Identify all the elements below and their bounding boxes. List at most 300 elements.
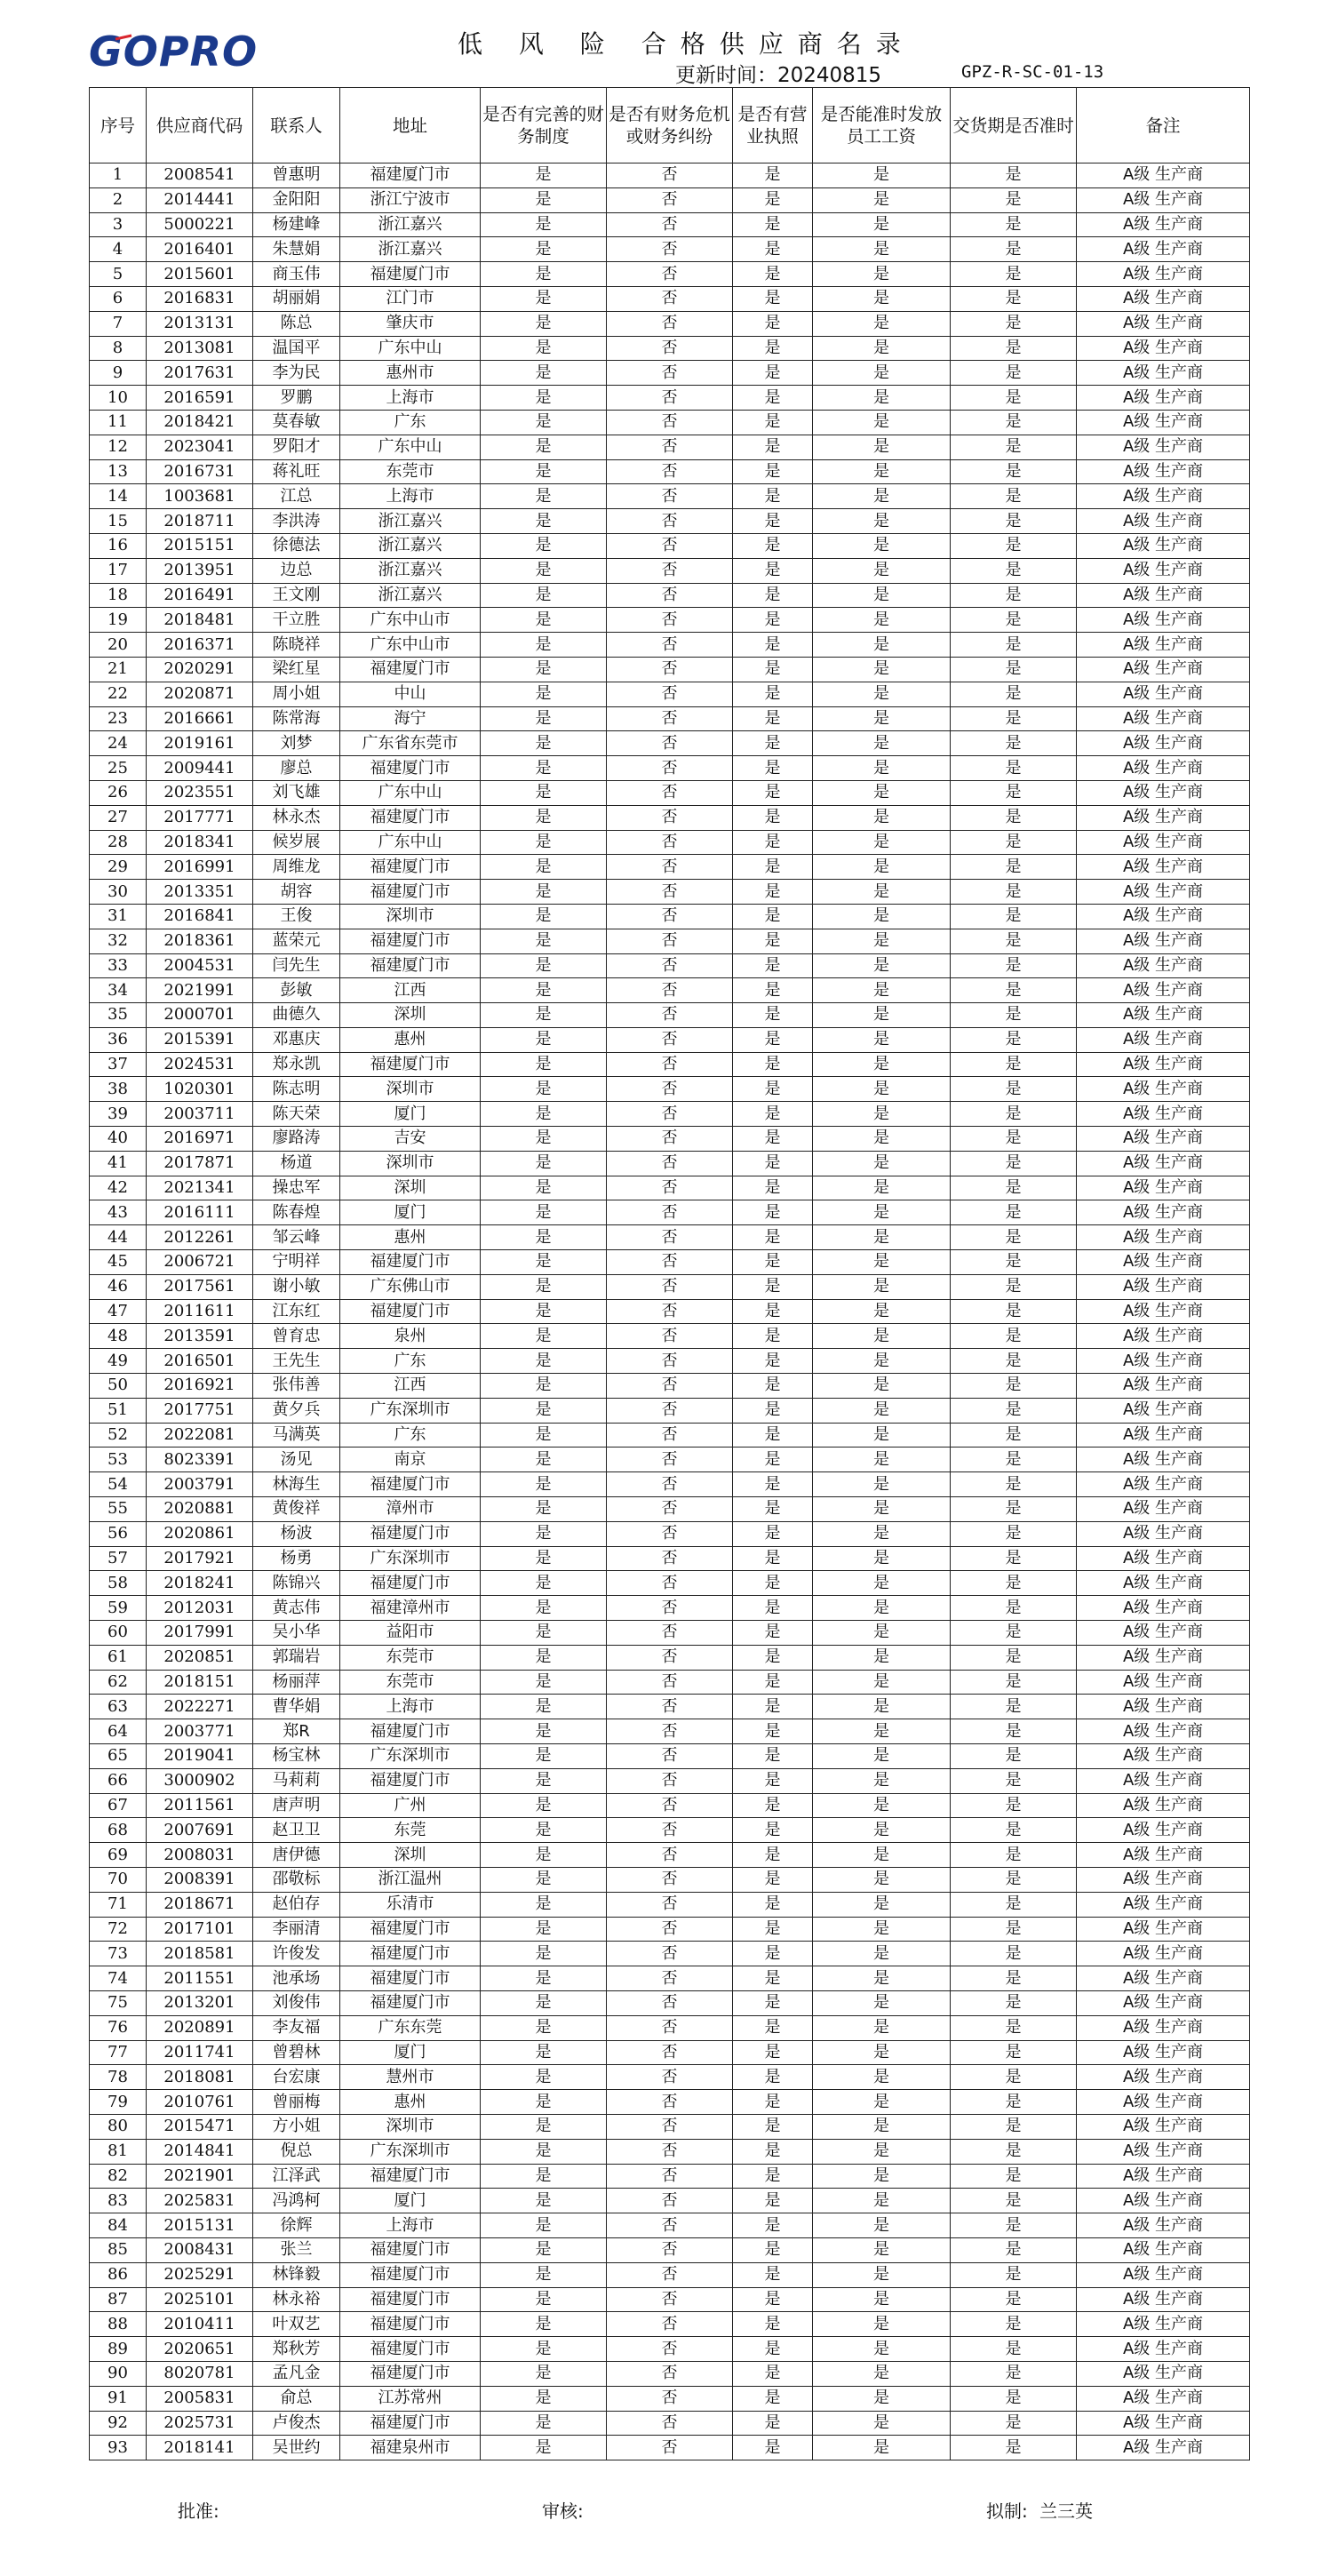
- table-row: [90, 855, 1250, 880]
- cell-supplier-code: 2017751: [147, 1398, 253, 1423]
- cell-contact: 吴世约: [253, 2436, 340, 2460]
- cell-remarks: A级 生产商: [1077, 756, 1250, 781]
- cell-contact: 邹云峰: [253, 1225, 340, 1250]
- cell-finance-system: 是: [481, 2090, 607, 2115]
- cell-pay-wages: 是: [813, 1917, 951, 1942]
- table-row: [90, 1151, 1250, 1176]
- table-row: [90, 880, 1250, 905]
- table-row: [90, 608, 1250, 633]
- cell-delivery-on-time: 是: [951, 731, 1077, 756]
- cell-index: 83: [90, 2189, 147, 2213]
- cell-delivery-on-time: 是: [951, 1942, 1077, 1966]
- col-header-business-license: 是否有营业执照: [733, 88, 813, 163]
- cell-finance-crisis: 否: [607, 1349, 733, 1374]
- cell-delivery-on-time: 是: [951, 484, 1077, 509]
- cell-index: 81: [90, 2139, 147, 2164]
- cell-business-license: 是: [733, 1250, 813, 1275]
- table-row: [90, 1003, 1250, 1028]
- draft-label: 拟制:: [986, 2500, 1028, 2522]
- cell-index: 80: [90, 2114, 147, 2139]
- cell-business-license: 是: [733, 2312, 813, 2337]
- cell-finance-crisis: 否: [607, 1768, 733, 1793]
- cell-supplier-code: 2008541: [147, 163, 253, 188]
- cell-finance-crisis: 否: [607, 1892, 733, 1917]
- cell-pay-wages: 是: [813, 2114, 951, 2139]
- table-row: [90, 187, 1250, 212]
- cell-finance-crisis: 否: [607, 2262, 733, 2287]
- cell-contact: 台宏康: [253, 2065, 340, 2090]
- cell-finance-system: 是: [481, 2262, 607, 2287]
- table-row: [90, 706, 1250, 731]
- cell-contact: 金阳阳: [253, 187, 340, 212]
- cell-supplier-code: 8020781: [147, 2361, 253, 2386]
- cell-finance-system: 是: [481, 904, 607, 929]
- cell-delivery-on-time: 是: [951, 1621, 1077, 1646]
- cell-delivery-on-time: 是: [951, 2411, 1077, 2436]
- cell-address: 福建厦门市: [340, 1571, 481, 1596]
- cell-business-license: 是: [733, 706, 813, 731]
- cell-index: 40: [90, 1127, 147, 1152]
- cell-finance-crisis: 否: [607, 1324, 733, 1349]
- cell-delivery-on-time: 是: [951, 1670, 1077, 1695]
- cell-address: 深圳市: [340, 1077, 481, 1102]
- cell-address: 福建厦门市: [340, 2411, 481, 2436]
- cell-pay-wages: 是: [813, 2337, 951, 2362]
- cell-business-license: 是: [733, 262, 813, 287]
- cell-index: 29: [90, 855, 147, 880]
- cell-remarks: A级 生产商: [1077, 361, 1250, 386]
- cell-finance-system: 是: [481, 1843, 607, 1868]
- cell-pay-wages: 是: [813, 1621, 951, 1646]
- cell-finance-crisis: 否: [607, 533, 733, 558]
- cell-finance-crisis: 否: [607, 1695, 733, 1719]
- cell-address: 福建厦门市: [340, 880, 481, 905]
- cell-business-license: 是: [733, 509, 813, 534]
- cell-supplier-code: 2016401: [147, 237, 253, 262]
- cell-index: 90: [90, 2361, 147, 2386]
- cell-address: 广州: [340, 1793, 481, 1818]
- cell-supplier-code: 1020301: [147, 1077, 253, 1102]
- svg-text:GOPRO: GOPRO: [89, 28, 259, 76]
- cell-supplier-code: 2005831: [147, 2386, 253, 2411]
- cell-index: 12: [90, 435, 147, 459]
- cell-finance-crisis: 否: [607, 1027, 733, 1052]
- cell-contact: 周维龙: [253, 855, 340, 880]
- cell-remarks: A级 生产商: [1077, 1596, 1250, 1621]
- cell-delivery-on-time: 是: [951, 1250, 1077, 1275]
- cell-supplier-code: 2017631: [147, 361, 253, 386]
- cell-delivery-on-time: 是: [951, 2164, 1077, 2189]
- cell-finance-crisis: 否: [607, 361, 733, 386]
- cell-finance-system: 是: [481, 978, 607, 1003]
- cell-contact: 杨波: [253, 1521, 340, 1546]
- cell-finance-system: 是: [481, 558, 607, 583]
- cell-address: 惠州: [340, 1027, 481, 1052]
- cell-delivery-on-time: 是: [951, 657, 1077, 682]
- cell-delivery-on-time: 是: [951, 1003, 1077, 1028]
- cell-business-license: 是: [733, 1349, 813, 1374]
- cell-contact: 陈春煌: [253, 1200, 340, 1225]
- cell-contact: 王俊: [253, 904, 340, 929]
- cell-index: 76: [90, 2015, 147, 2040]
- table-row: [90, 1867, 1250, 1892]
- cell-delivery-on-time: 是: [951, 1027, 1077, 1052]
- cell-index: 47: [90, 1299, 147, 1324]
- cell-finance-system: 是: [481, 1497, 607, 1522]
- cell-index: 61: [90, 1645, 147, 1670]
- cell-delivery-on-time: 是: [951, 2189, 1077, 2213]
- cell-pay-wages: 是: [813, 1102, 951, 1127]
- cell-finance-crisis: 否: [607, 978, 733, 1003]
- cell-index: 49: [90, 1349, 147, 1374]
- cell-address: 东莞市: [340, 459, 481, 484]
- cell-delivery-on-time: 是: [951, 1077, 1077, 1102]
- cell-finance-crisis: 否: [607, 1596, 733, 1621]
- cell-remarks: A级 生产商: [1077, 1374, 1250, 1399]
- cell-supplier-code: 2016991: [147, 855, 253, 880]
- cell-finance-crisis: 否: [607, 484, 733, 509]
- cell-contact: 曾育忠: [253, 1324, 340, 1349]
- cell-contact: 杨建峰: [253, 212, 340, 237]
- table-row: [90, 336, 1250, 361]
- table-row: [90, 1225, 1250, 1250]
- cell-address: 东莞市: [340, 1670, 481, 1695]
- cell-supplier-code: 2020861: [147, 1521, 253, 1546]
- cell-finance-system: 是: [481, 2213, 607, 2238]
- table-row: [90, 633, 1250, 658]
- cell-finance-crisis: 否: [607, 1719, 733, 1744]
- table-row: [90, 361, 1250, 386]
- table-row: [90, 1917, 1250, 1942]
- cell-contact: 闫先生: [253, 953, 340, 978]
- cell-contact: 倪总: [253, 2139, 340, 2164]
- cell-address: 江苏常州: [340, 2386, 481, 2411]
- table-row: [90, 2139, 1250, 2164]
- cell-finance-crisis: 否: [607, 2436, 733, 2460]
- cell-delivery-on-time: 是: [951, 262, 1077, 287]
- cell-address: 福建厦门市: [340, 1942, 481, 1966]
- cell-finance-system: 是: [481, 1571, 607, 1596]
- cell-delivery-on-time: 是: [951, 2337, 1077, 2362]
- cell-contact: 江东红: [253, 1299, 340, 1324]
- cell-index: 70: [90, 1867, 147, 1892]
- cell-delivery-on-time: 是: [951, 1151, 1077, 1176]
- cell-pay-wages: 是: [813, 386, 951, 411]
- cell-remarks: A级 生产商: [1077, 904, 1250, 929]
- cell-finance-crisis: 否: [607, 1448, 733, 1472]
- cell-business-license: 是: [733, 2262, 813, 2287]
- cell-address: 广东中山: [340, 780, 481, 805]
- cell-index: 59: [90, 1596, 147, 1621]
- page-title: 低 风 险 合格供应商名录: [458, 29, 915, 59]
- cell-finance-system: 是: [481, 633, 607, 658]
- cell-finance-system: 是: [481, 2114, 607, 2139]
- cell-index: 79: [90, 2090, 147, 2115]
- cell-remarks: A级 生产商: [1077, 311, 1250, 336]
- cell-supplier-code: 2016731: [147, 459, 253, 484]
- cell-pay-wages: 是: [813, 1423, 951, 1448]
- cell-remarks: A级 生产商: [1077, 1546, 1250, 1571]
- cell-finance-crisis: 否: [607, 558, 733, 583]
- cell-contact: 江泽武: [253, 2164, 340, 2189]
- cell-address: 益阳市: [340, 1621, 481, 1646]
- cell-finance-system: 是: [481, 1274, 607, 1299]
- table-row: [90, 1374, 1250, 1399]
- cell-pay-wages: 是: [813, 1645, 951, 1670]
- cell-remarks: A级 生产商: [1077, 1744, 1250, 1769]
- cell-delivery-on-time: 是: [951, 830, 1077, 855]
- cell-finance-system: 是: [481, 1324, 607, 1349]
- cell-pay-wages: 是: [813, 929, 951, 953]
- cell-index: 22: [90, 682, 147, 706]
- table-row: [90, 1768, 1250, 1793]
- cell-address: 上海市: [340, 386, 481, 411]
- table-row: [90, 1645, 1250, 1670]
- cell-index: 3: [90, 212, 147, 237]
- cell-supplier-code: 2008031: [147, 1843, 253, 1868]
- cell-pay-wages: 是: [813, 1768, 951, 1793]
- cell-delivery-on-time: 是: [951, 2065, 1077, 2090]
- cell-pay-wages: 是: [813, 608, 951, 633]
- cell-finance-system: 是: [481, 2337, 607, 2362]
- cell-business-license: 是: [733, 187, 813, 212]
- cell-business-license: 是: [733, 237, 813, 262]
- col-header-remarks: 备注: [1077, 88, 1250, 163]
- cell-supplier-code: 2025731: [147, 2411, 253, 2436]
- cell-index: 55: [90, 1497, 147, 1522]
- cell-supplier-code: 2013081: [147, 336, 253, 361]
- cell-remarks: A级 生产商: [1077, 1645, 1250, 1670]
- cell-address: 福建厦门市: [340, 1521, 481, 1546]
- cell-remarks: A级 生产商: [1077, 855, 1250, 880]
- table-row: [90, 1670, 1250, 1695]
- cell-address: 广东东莞: [340, 2015, 481, 2040]
- table-row: [90, 2090, 1250, 2115]
- cell-contact: 陈志明: [253, 1077, 340, 1102]
- cell-index: 20: [90, 633, 147, 658]
- cell-remarks: A级 生产商: [1077, 1274, 1250, 1299]
- cell-pay-wages: 是: [813, 2287, 951, 2312]
- cell-pay-wages: 是: [813, 1596, 951, 1621]
- cell-finance-system: 是: [481, 1077, 607, 1102]
- cell-address: 福建厦门市: [340, 2312, 481, 2337]
- table-row: [90, 1843, 1250, 1868]
- cell-contact: 廖总: [253, 756, 340, 781]
- table-row: [90, 2312, 1250, 2337]
- cell-finance-crisis: 否: [607, 336, 733, 361]
- cell-supplier-code: 2019161: [147, 731, 253, 756]
- cell-supplier-code: 2025291: [147, 2262, 253, 2287]
- cell-business-license: 是: [733, 953, 813, 978]
- cell-business-license: 是: [733, 1274, 813, 1299]
- cell-supplier-code: 2016491: [147, 583, 253, 608]
- cell-finance-crisis: 否: [607, 459, 733, 484]
- cell-supplier-code: 2016111: [147, 1200, 253, 1225]
- cell-supplier-code: 2020651: [147, 2337, 253, 2362]
- cell-delivery-on-time: 是: [951, 583, 1077, 608]
- cell-remarks: A级 生产商: [1077, 1768, 1250, 1793]
- cell-index: 9: [90, 361, 147, 386]
- cell-contact: 黄俊祥: [253, 1497, 340, 1522]
- cell-address: 福建厦门市: [340, 1299, 481, 1324]
- cell-finance-crisis: 否: [607, 187, 733, 212]
- cell-index: 18: [90, 583, 147, 608]
- cell-business-license: 是: [733, 1423, 813, 1448]
- cell-contact: 黄志伟: [253, 1596, 340, 1621]
- cell-finance-crisis: 否: [607, 1966, 733, 1991]
- cell-business-license: 是: [733, 830, 813, 855]
- cell-pay-wages: 是: [813, 2090, 951, 2115]
- cell-address: 福建厦门市: [340, 2262, 481, 2287]
- cell-business-license: 是: [733, 1670, 813, 1695]
- cell-remarks: A级 生产商: [1077, 805, 1250, 830]
- table-row: [90, 2213, 1250, 2238]
- cell-contact: 胡丽娟: [253, 286, 340, 311]
- cell-finance-system: 是: [481, 1225, 607, 1250]
- cell-supplier-code: 2021901: [147, 2164, 253, 2189]
- cell-delivery-on-time: 是: [951, 855, 1077, 880]
- cell-pay-wages: 是: [813, 1942, 951, 1966]
- table-row: [90, 1324, 1250, 1349]
- cell-pay-wages: 是: [813, 805, 951, 830]
- cell-contact: 胡容: [253, 880, 340, 905]
- table-row: [90, 2237, 1250, 2262]
- cell-address: 福建厦门市: [340, 2337, 481, 2362]
- cell-pay-wages: 是: [813, 2361, 951, 2386]
- cell-address: 广东深圳市: [340, 1398, 481, 1423]
- cell-delivery-on-time: 是: [951, 311, 1077, 336]
- cell-index: 72: [90, 1917, 147, 1942]
- cell-contact: 干立胜: [253, 608, 340, 633]
- table-row: [90, 1596, 1250, 1621]
- cell-pay-wages: 是: [813, 1719, 951, 1744]
- cell-contact: 徐辉: [253, 2213, 340, 2238]
- cell-finance-system: 是: [481, 410, 607, 435]
- cell-remarks: A级 生产商: [1077, 608, 1250, 633]
- cell-supplier-code: 2008391: [147, 1867, 253, 1892]
- cell-address: 深圳市: [340, 2114, 481, 2139]
- cell-index: 91: [90, 2386, 147, 2411]
- cell-remarks: A级 生产商: [1077, 1867, 1250, 1892]
- cell-remarks: A级 生产商: [1077, 1324, 1250, 1349]
- cell-pay-wages: 是: [813, 1867, 951, 1892]
- cell-finance-system: 是: [481, 533, 607, 558]
- cell-business-license: 是: [733, 2189, 813, 2213]
- cell-business-license: 是: [733, 1942, 813, 1966]
- cell-business-license: 是: [733, 633, 813, 658]
- cell-remarks: A级 生产商: [1077, 533, 1250, 558]
- col-header-pay-wages: 是否能准时发放员工工资: [813, 88, 951, 163]
- table-row: [90, 1793, 1250, 1818]
- cell-finance-system: 是: [481, 1867, 607, 1892]
- cell-index: 71: [90, 1892, 147, 1917]
- cell-supplier-code: 2016841: [147, 904, 253, 929]
- cell-address: 江门市: [340, 286, 481, 311]
- cell-finance-system: 是: [481, 731, 607, 756]
- table-row: [90, 2411, 1250, 2436]
- table-row: [90, 1102, 1250, 1127]
- cell-address: 肇庆市: [340, 311, 481, 336]
- cell-index: 41: [90, 1151, 147, 1176]
- cell-finance-crisis: 否: [607, 1052, 733, 1077]
- cell-business-license: 是: [733, 1744, 813, 1769]
- cell-remarks: A级 生产商: [1077, 1497, 1250, 1522]
- cell-finance-crisis: 否: [607, 1299, 733, 1324]
- cell-contact: 王文刚: [253, 583, 340, 608]
- cell-index: 38: [90, 1077, 147, 1102]
- cell-contact: 张伟善: [253, 1374, 340, 1399]
- cell-address: 广东: [340, 1349, 481, 1374]
- cell-contact: 俞总: [253, 2386, 340, 2411]
- cell-supplier-code: 2008431: [147, 2237, 253, 2262]
- cell-index: 77: [90, 2040, 147, 2065]
- cell-contact: 商玉伟: [253, 262, 340, 287]
- cell-address: 浙江嘉兴: [340, 509, 481, 534]
- cell-delivery-on-time: 是: [951, 1867, 1077, 1892]
- cell-index: 11: [90, 410, 147, 435]
- cell-finance-crisis: 否: [607, 2090, 733, 2115]
- cell-finance-system: 是: [481, 880, 607, 905]
- cell-finance-crisis: 否: [607, 237, 733, 262]
- cell-pay-wages: 是: [813, 2189, 951, 2213]
- cell-delivery-on-time: 是: [951, 1274, 1077, 1299]
- cell-contact: 陈晓祥: [253, 633, 340, 658]
- table-row: [90, 1027, 1250, 1052]
- cell-business-license: 是: [733, 1917, 813, 1942]
- cell-remarks: A级 生产商: [1077, 1003, 1250, 1028]
- cell-supplier-code: 2000701: [147, 1003, 253, 1028]
- cell-remarks: A级 生产商: [1077, 1077, 1250, 1102]
- cell-pay-wages: 是: [813, 1497, 951, 1522]
- cell-finance-system: 是: [481, 2139, 607, 2164]
- cell-address: 广东深圳市: [340, 2139, 481, 2164]
- cell-index: 44: [90, 1225, 147, 1250]
- cell-supplier-code: 2003771: [147, 1719, 253, 1744]
- cell-contact: 黄夕兵: [253, 1398, 340, 1423]
- cell-pay-wages: 是: [813, 212, 951, 237]
- cell-index: 84: [90, 2213, 147, 2238]
- cell-business-license: 是: [733, 1867, 813, 1892]
- cell-supplier-code: 2020881: [147, 1497, 253, 1522]
- cell-address: 福建厦门市: [340, 953, 481, 978]
- cell-business-license: 是: [733, 1546, 813, 1571]
- cell-index: 50: [90, 1374, 147, 1399]
- cell-business-license: 是: [733, 756, 813, 781]
- cell-contact: 宁明祥: [253, 1250, 340, 1275]
- table-row: [90, 953, 1250, 978]
- cell-index: 87: [90, 2287, 147, 2312]
- cell-business-license: 是: [733, 2386, 813, 2411]
- cell-contact: 张兰: [253, 2237, 340, 2262]
- cell-finance-crisis: 否: [607, 2411, 733, 2436]
- cell-address: 南京: [340, 1448, 481, 1472]
- cell-finance-system: 是: [481, 311, 607, 336]
- cell-index: 62: [90, 1670, 147, 1695]
- cell-finance-crisis: 否: [607, 1274, 733, 1299]
- cell-address: 广东中山: [340, 336, 481, 361]
- cell-remarks: A级 生产商: [1077, 2237, 1250, 2262]
- cell-finance-crisis: 否: [607, 1102, 733, 1127]
- table-row: [90, 410, 1250, 435]
- table-row: [90, 1052, 1250, 1077]
- cell-business-license: 是: [733, 978, 813, 1003]
- cell-supplier-code: 2013951: [147, 558, 253, 583]
- cell-supplier-code: 2013351: [147, 880, 253, 905]
- cell-pay-wages: 是: [813, 410, 951, 435]
- cell-pay-wages: 是: [813, 509, 951, 534]
- cell-remarks: A级 生产商: [1077, 410, 1250, 435]
- cell-finance-system: 是: [481, 1250, 607, 1275]
